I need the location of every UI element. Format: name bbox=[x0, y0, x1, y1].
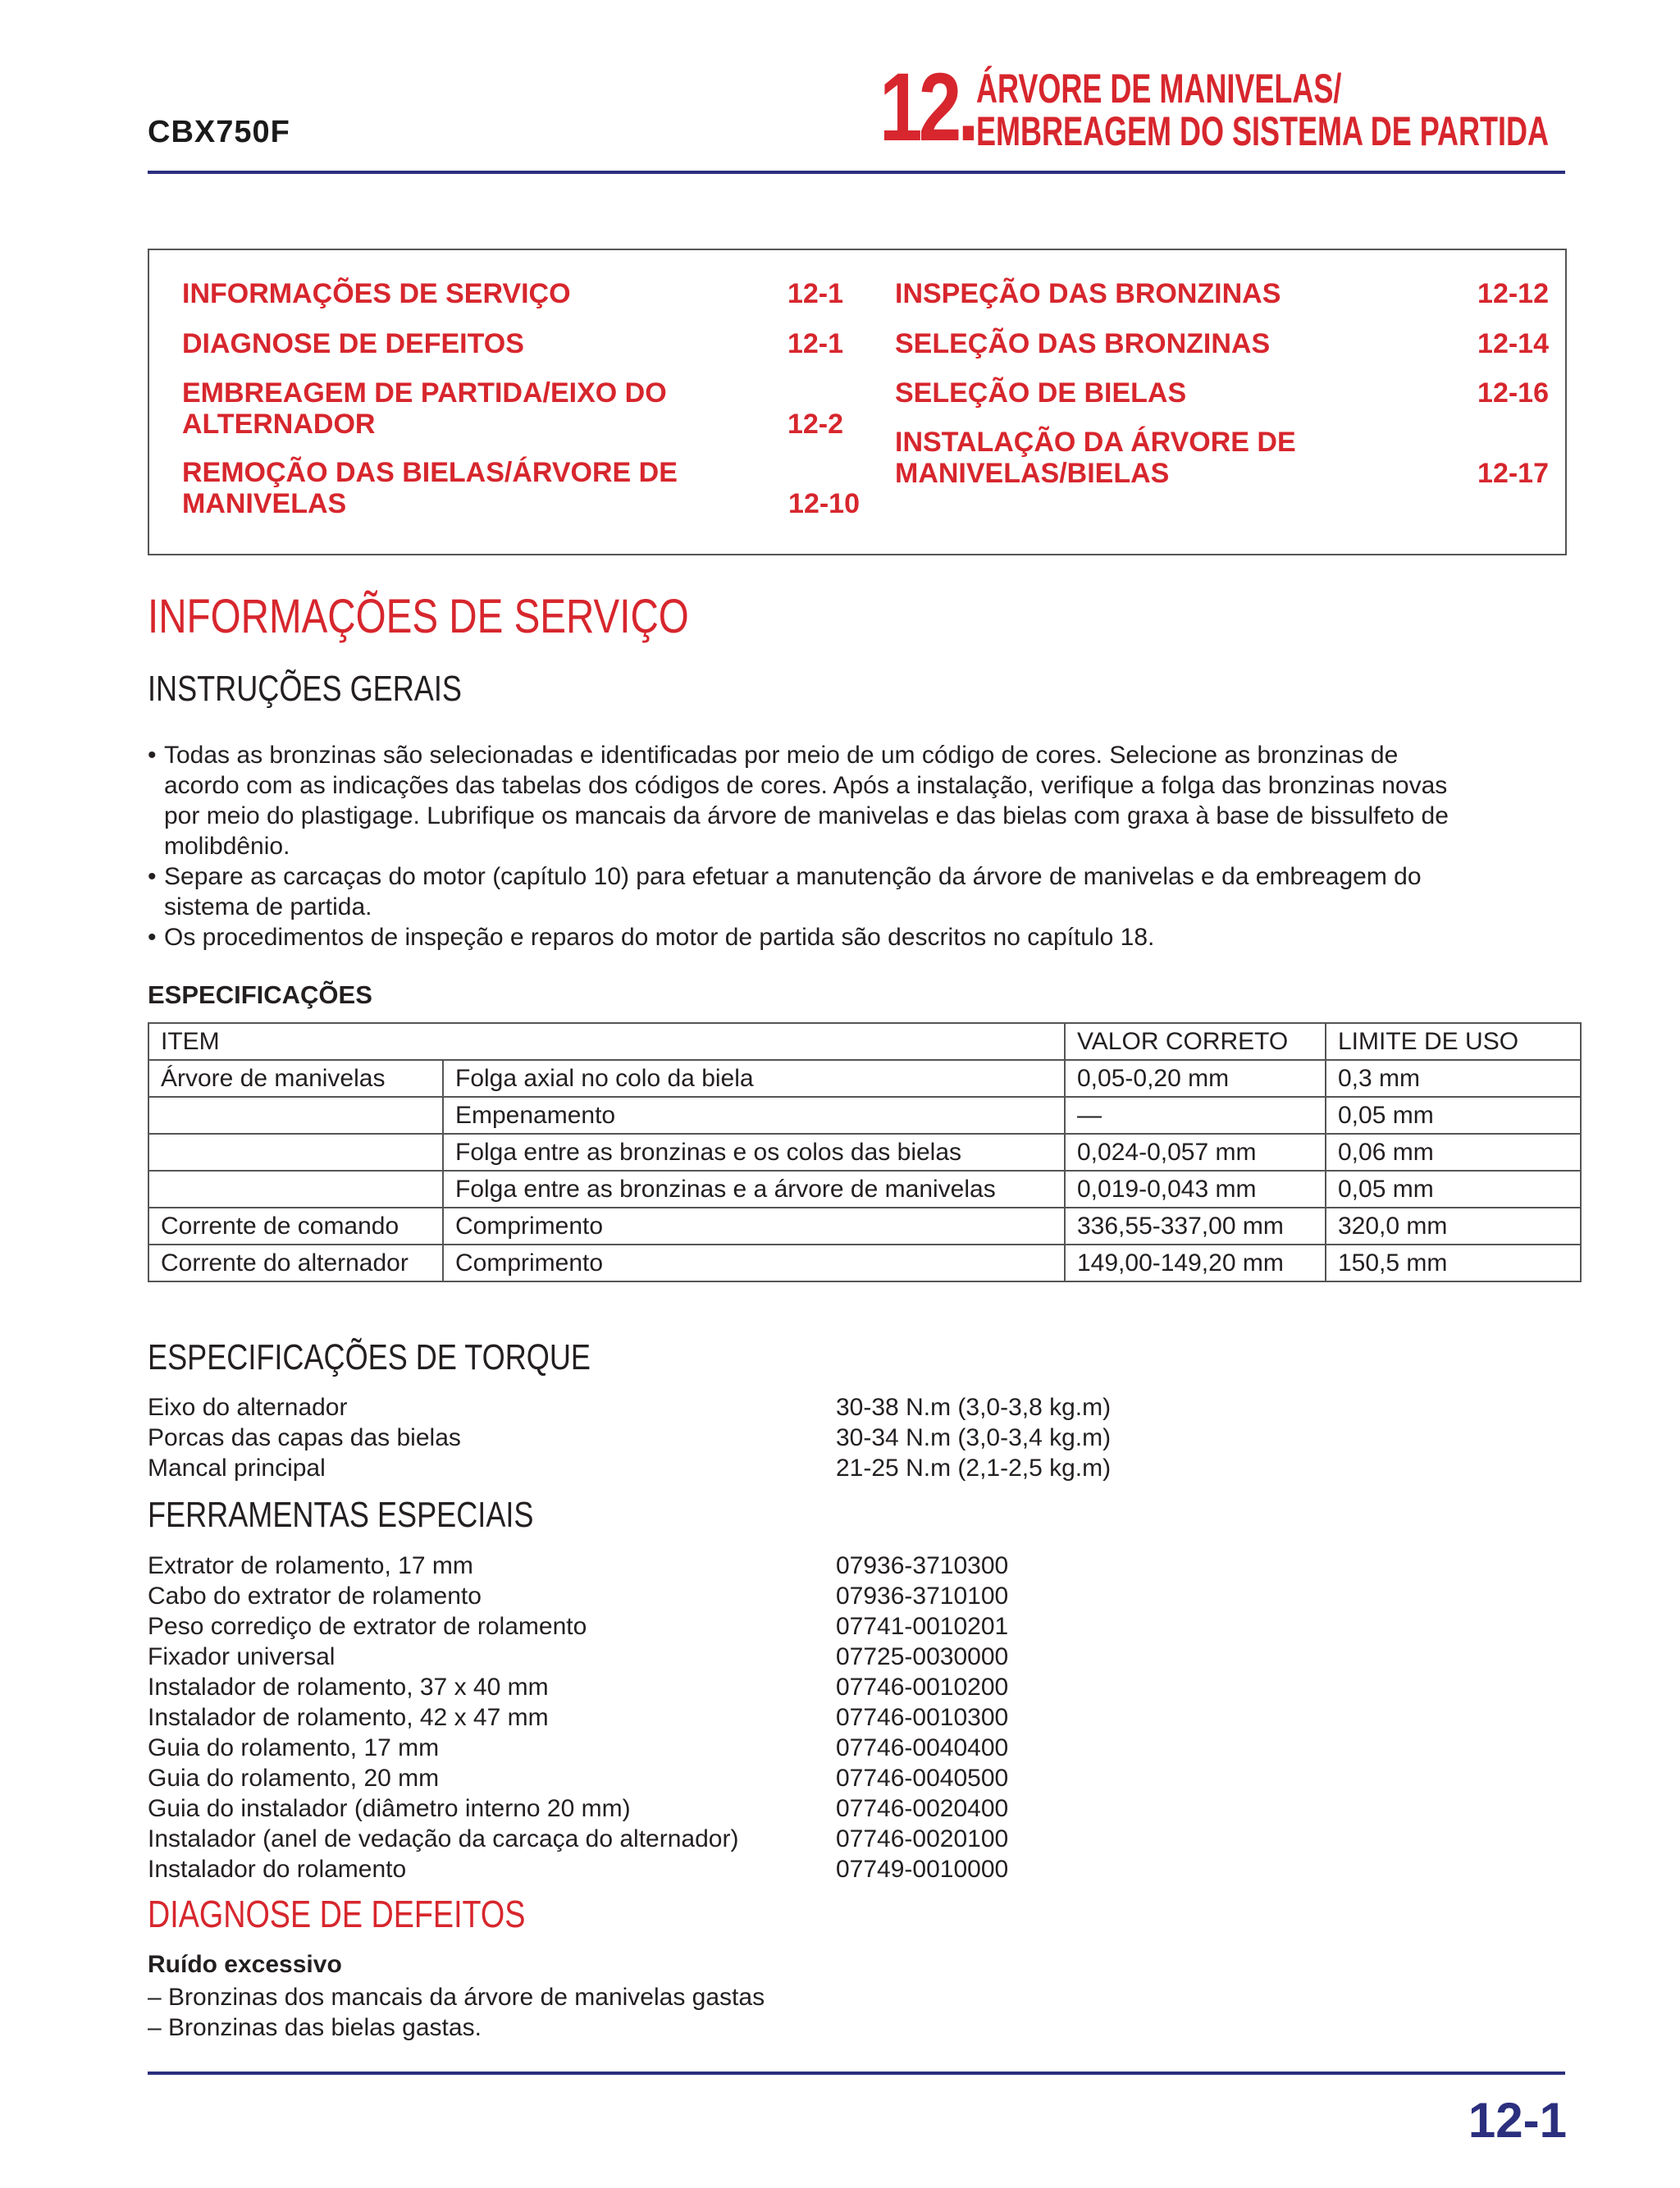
cause-item: – Bronzinas dos mancais da árvore de manivelas gastas bbox=[148, 1984, 765, 2011]
chapter-title bbox=[976, 67, 1549, 153]
toc-page: 12-14 bbox=[1477, 328, 1549, 359]
cell-value: 336,55-337,00 mm bbox=[1065, 1208, 1326, 1245]
cell-value: — bbox=[1065, 1097, 1326, 1134]
tool-code: 07746-0010300 bbox=[836, 1704, 1009, 1731]
table-row bbox=[148, 1097, 1581, 1134]
tool-name: Fixador universal bbox=[148, 1643, 336, 1670]
toc-item: INFORMAÇÕES DE SERVIÇO bbox=[182, 278, 571, 309]
cell-value: 149,00-149,20 mm bbox=[1065, 1245, 1326, 1281]
bullet-item: • Todas as bronzinas são selecionadas e identificadas por meio de um código de cores. Selecione as bronzinas de acordo com as indicações das tabelas dos códigos de cores. Após a instalação, verifique a folga das bronzinas novas por meio do plastigage. Lubrifique os mancais da árvore de manivelas e das bielas com graxa à base de bissulfeto de molibdênio. bbox=[148, 740, 1575, 861]
torque-value: 30-34 N.m (3,0-3,4 kg.m) bbox=[836, 1424, 1112, 1451]
cell-group bbox=[148, 1134, 443, 1171]
general-instructions bbox=[148, 740, 1575, 952]
subsection-title-general: INSTRUÇÕES GERAIS bbox=[148, 669, 462, 709]
tool-name: Instalador (anel de vedação da carcaça do alternador) bbox=[148, 1825, 739, 1852]
tool-name: Instalador de rolamento, 37 x 40 mm bbox=[148, 1674, 549, 1701]
cell-item: Comprimento bbox=[443, 1208, 1065, 1245]
cell-group bbox=[148, 1097, 443, 1134]
toc-item: REMOÇÃO DAS BIELAS/ÁRVORE DE MANIVELAS bbox=[182, 457, 678, 519]
table-row bbox=[148, 1134, 1581, 1171]
table-row bbox=[148, 1171, 1581, 1208]
tool-code: 07749-0010000 bbox=[836, 1856, 1009, 1883]
tool-code: 07725-0030000 bbox=[836, 1643, 1009, 1670]
torque-value: 30-38 N.m (3,0-3,8 kg.m) bbox=[836, 1394, 1112, 1421]
header-item: ITEM bbox=[148, 1023, 1065, 1060]
section-title-torque: ESPECIFICAÇÕES DE TORQUE bbox=[148, 1337, 591, 1377]
cell-value: 0,019-0,043 mm bbox=[1065, 1171, 1326, 1208]
tool-code: 07746-0020100 bbox=[836, 1825, 1009, 1852]
cell-limit: 0,3 mm bbox=[1326, 1060, 1581, 1097]
tool-code: 07746-0020400 bbox=[836, 1795, 1009, 1822]
model-name: CBX750F bbox=[148, 115, 290, 149]
tool-name: Guia do rolamento, 20 mm bbox=[148, 1765, 440, 1792]
torque-name: Porcas das capas das bielas bbox=[148, 1424, 461, 1451]
chapter-title-line-1: ÁRVORE DE MANIVELAS/ bbox=[976, 66, 1342, 112]
tool-code: 07741-0010201 bbox=[836, 1613, 1009, 1640]
toc-item: SELEÇÃO DAS BRONZINAS bbox=[895, 328, 1271, 359]
cell-limit: 150,5 mm bbox=[1326, 1245, 1581, 1281]
toc-page: 12-10 bbox=[788, 488, 860, 519]
cell-group: Árvore de manivelas bbox=[148, 1060, 443, 1097]
cause-list bbox=[148, 1982, 765, 2043]
chapter-number: 12. bbox=[879, 53, 975, 162]
header-value: VALOR CORRETO bbox=[1065, 1023, 1326, 1060]
cell-limit: 320,0 mm bbox=[1326, 1208, 1581, 1245]
toc-page: 12-1 bbox=[787, 278, 843, 309]
tool-name: Guia do rolamento, 17 mm bbox=[148, 1734, 440, 1761]
toc-item: INSPEÇÃO DAS BRONZINAS bbox=[895, 278, 1281, 309]
header-rule bbox=[148, 171, 1565, 174]
table-row bbox=[148, 1245, 1581, 1281]
toc-item: INSTALAÇÃO DA ÁRVORE DE MANIVELAS/BIELAS bbox=[895, 427, 1296, 489]
cell-group: Corrente de comando bbox=[148, 1208, 443, 1245]
tool-name: Instalador de rolamento, 42 x 47 mm bbox=[148, 1704, 549, 1731]
bullet-item: • Os procedimentos de inspeção e reparos do motor de partida são descritos no capítulo 18. bbox=[148, 922, 1575, 952]
toc-page: 12-17 bbox=[1477, 458, 1549, 489]
section-title-diagnosis: DIAGNOSE DE DEFEITOS bbox=[148, 1893, 526, 1935]
tool-name: Extrator de rolamento, 17 mm bbox=[148, 1552, 473, 1579]
chapter-title-line-2: EMBREAGEM DO SISTEMA DE PARTIDA bbox=[976, 108, 1550, 154]
tool-code: 07936-3710300 bbox=[836, 1552, 1009, 1579]
toc-page: 12-16 bbox=[1477, 377, 1549, 409]
torque-name: Mancal principal bbox=[148, 1455, 326, 1482]
cell-item: Folga entre as bronzinas e a árvore de manivelas bbox=[443, 1171, 1065, 1208]
tool-code: 07746-0040400 bbox=[836, 1734, 1009, 1761]
toc-page: 12-1 bbox=[787, 328, 843, 359]
cell-limit: 0,05 mm bbox=[1326, 1097, 1581, 1134]
table-of-contents bbox=[148, 249, 1567, 555]
tool-name: Cabo do extrator de rolamento bbox=[148, 1583, 482, 1610]
tool-code: 07746-0040500 bbox=[836, 1765, 1009, 1792]
cell-value: 0,024-0,057 mm bbox=[1065, 1134, 1326, 1171]
cell-item: Empenamento bbox=[443, 1097, 1065, 1134]
toc-page: 12-12 bbox=[1477, 278, 1549, 309]
cause-item: – Bronzinas das bielas gastas. bbox=[148, 2014, 482, 2041]
torque-value: 21-25 N.m (2,1-2,5 kg.m) bbox=[836, 1455, 1112, 1482]
tool-code: 07936-3710100 bbox=[836, 1583, 1009, 1610]
cell-item: Comprimento bbox=[443, 1245, 1065, 1281]
page-number: 12-1 bbox=[1468, 2093, 1567, 2148]
cell-limit: 0,06 mm bbox=[1326, 1134, 1581, 1171]
header-limit: LIMITE DE USO bbox=[1326, 1023, 1581, 1060]
torque-name: Eixo do alternador bbox=[148, 1394, 348, 1421]
tool-name: Peso corrediço de extrator de rolamento bbox=[148, 1613, 587, 1640]
cell-group bbox=[148, 1171, 443, 1208]
cell-item: Folga axial no colo da biela bbox=[443, 1060, 1065, 1097]
cell-group: Corrente do alternador bbox=[148, 1245, 443, 1281]
tool-code: 07746-0010200 bbox=[836, 1674, 1009, 1701]
specifications-table bbox=[148, 1022, 1582, 1282]
table-row bbox=[148, 1208, 1581, 1245]
cell-value: 0,05-0,20 mm bbox=[1065, 1060, 1326, 1097]
table-header-row bbox=[148, 1023, 1581, 1060]
table-row bbox=[148, 1060, 1581, 1097]
section-title-service-info: INFORMAÇÕES DE SERVIÇO bbox=[148, 590, 689, 643]
cell-item: Folga entre as bronzinas e os colos das bielas bbox=[443, 1134, 1065, 1171]
toc-item: EMBREAGEM DE PARTIDA/EIXO DO ALTERNADOR bbox=[182, 377, 667, 440]
bullet-item: • Separe as carcaças do motor (capítulo 10) para efetuar a manutenção da árvore de manivelas e da embreagem do sistema de partida. bbox=[148, 861, 1575, 922]
section-title-tools: FERRAMENTAS ESPECIAIS bbox=[148, 1495, 534, 1535]
toc-item: DIAGNOSE DE DEFEITOS bbox=[182, 328, 524, 359]
cell-limit: 0,05 mm bbox=[1326, 1171, 1581, 1208]
specifications-label: ESPECIFICAÇÕES bbox=[148, 980, 372, 1009]
toc-item: SELEÇÃO DE BIELAS bbox=[895, 377, 1187, 409]
footer-rule bbox=[148, 2072, 1565, 2075]
toc-page: 12-2 bbox=[787, 409, 843, 440]
symptom-label: Ruído excessivo bbox=[148, 1951, 342, 1978]
tool-name: Guia do instalador (diâmetro interno 20 mm) bbox=[148, 1795, 631, 1822]
tool-name: Instalador do rolamento bbox=[148, 1856, 407, 1883]
